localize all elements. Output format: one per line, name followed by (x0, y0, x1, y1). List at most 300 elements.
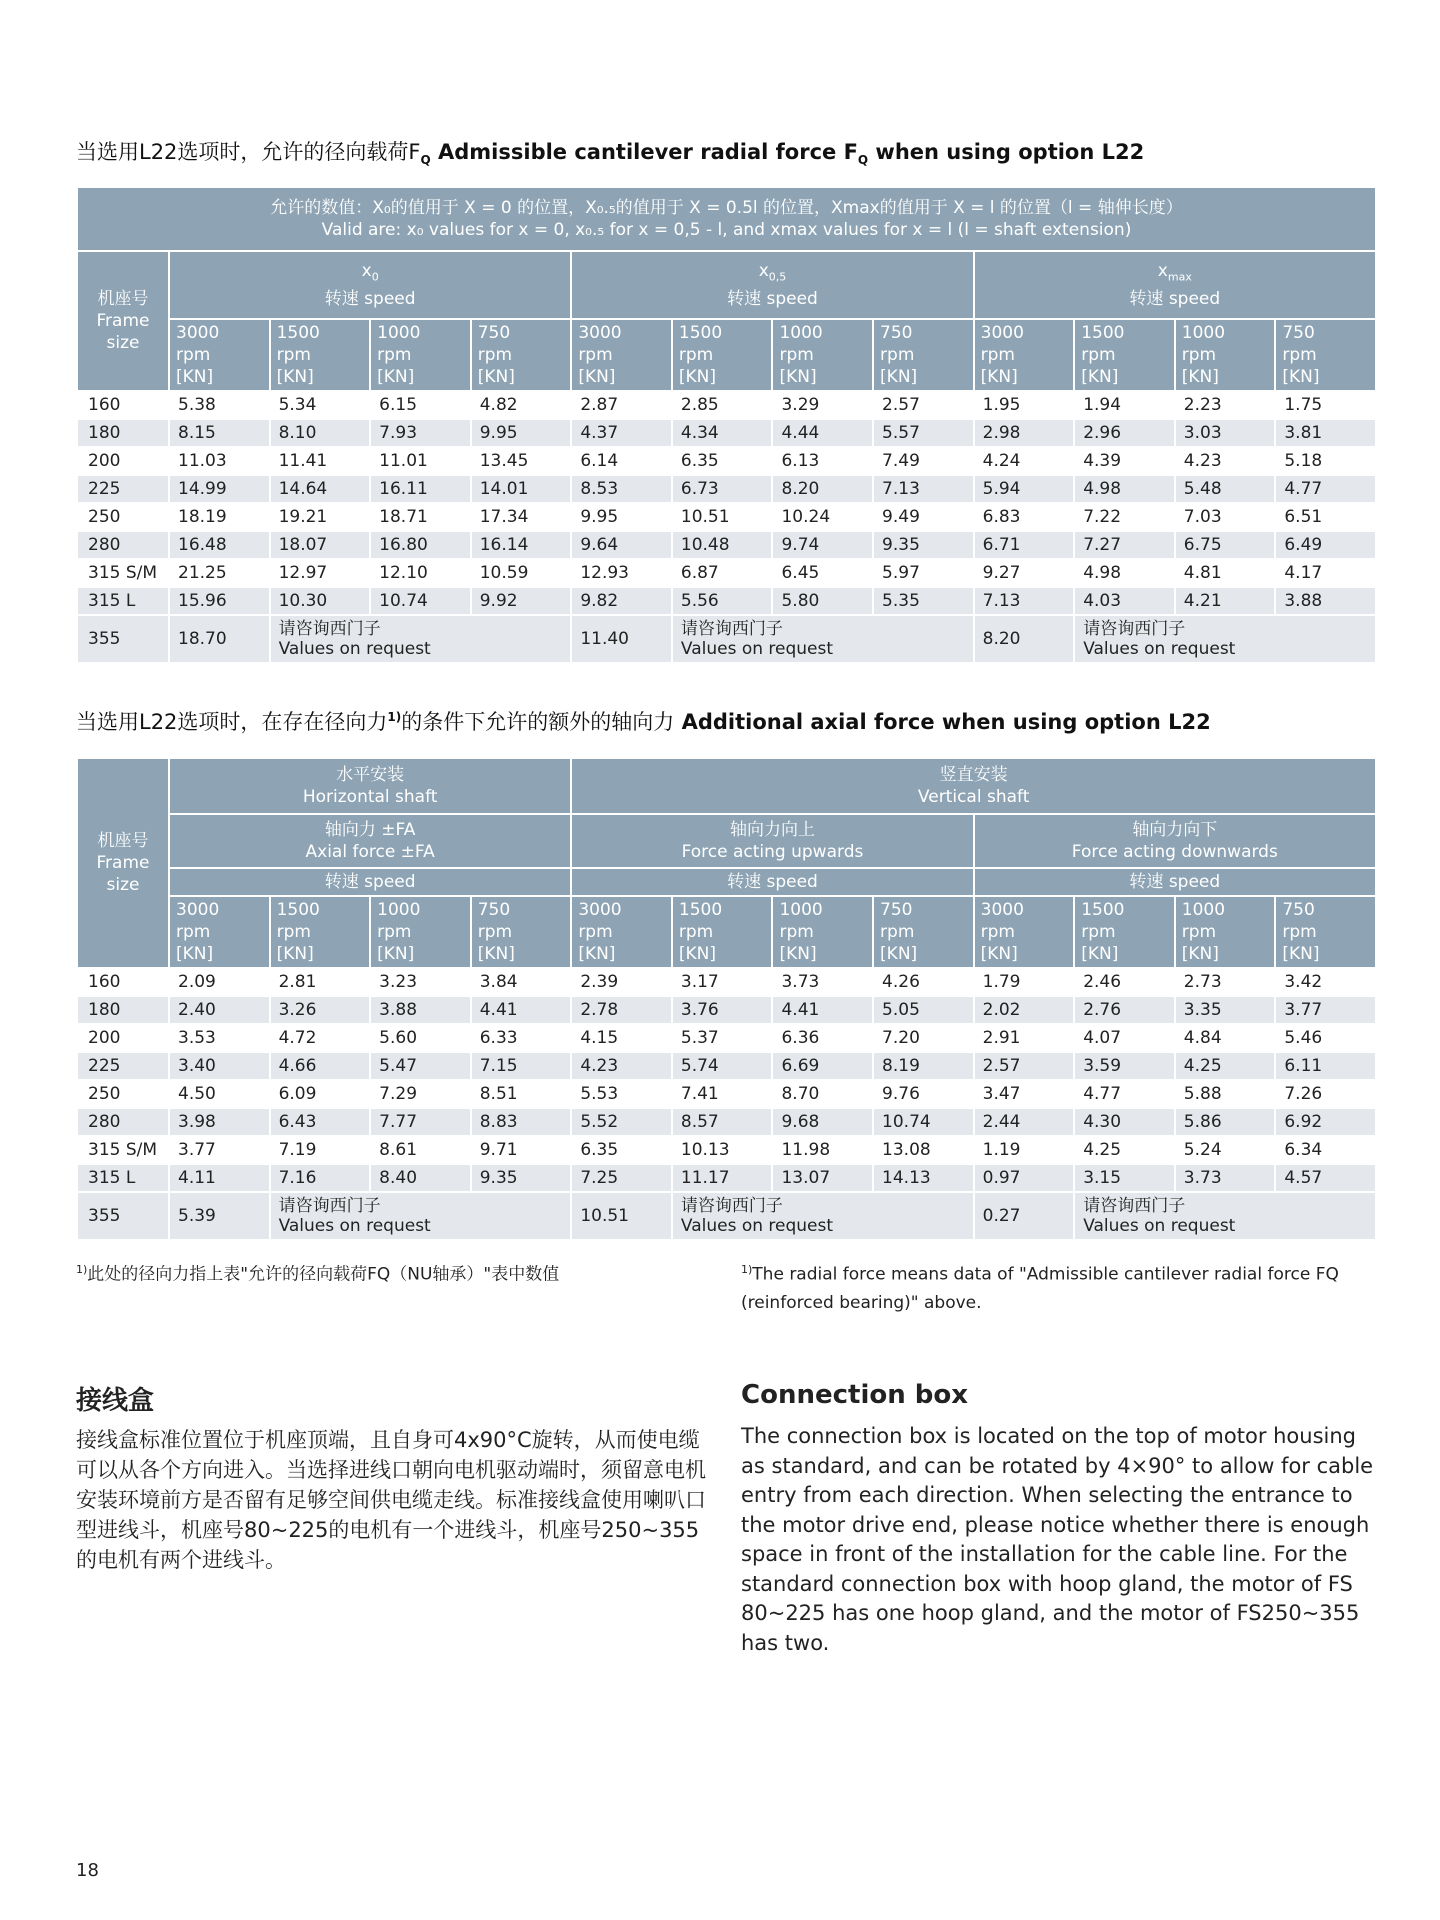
value-cell: 2.40 (169, 996, 270, 1024)
kn-label: [KN] (1282, 944, 1320, 964)
value-cell: 7.22 (1074, 503, 1175, 531)
value-cell: 10.51 (672, 503, 773, 531)
value-cell: 3.53 (169, 1024, 270, 1052)
value-cell: 4.57 (1275, 1164, 1376, 1192)
value-cell: 2.87 (571, 391, 672, 419)
value-cell: 3.40 (169, 1052, 270, 1080)
table2-title: 当选用L22选项时，在存在径向力$^{1)}$的条件下允许的额外的轴向力 Additional axial force when using option L22 (76, 710, 1211, 734)
value-cell: 3.73 (772, 968, 873, 996)
value-cell: 8.19 (873, 1052, 974, 1080)
table-row (77, 587, 1376, 615)
speed-unit-header (1074, 319, 1175, 391)
value-cell: 3.47 (974, 1080, 1075, 1108)
value-cell: 9.76 (873, 1080, 974, 1108)
value-cell: 4.23 (1175, 447, 1276, 475)
table-row (77, 447, 1376, 475)
rpm-label: rpm (1181, 922, 1217, 942)
value-cell: 7.26 (1275, 1080, 1376, 1108)
speed-value: 1500 (678, 323, 723, 343)
speed-unit-header (873, 896, 974, 968)
value-cell: 11.17 (672, 1164, 773, 1192)
axial-force-table (76, 757, 1377, 1241)
value-cell: 12.93 (571, 559, 672, 587)
value-cell: 9.27 (974, 559, 1075, 587)
table-row (77, 1108, 1376, 1136)
value-cell: 4.15 (571, 1024, 672, 1052)
value-cell: 4.41 (471, 996, 572, 1024)
value-cell: 3.73 (1175, 1164, 1276, 1192)
kn-label: [KN] (1081, 944, 1119, 964)
value-cell: 6.73 (672, 475, 773, 503)
speed-unit-header (873, 319, 974, 391)
values-on-request-cell (270, 1192, 572, 1240)
request-cn: 请咨询西门子 (680, 1196, 783, 1216)
value-cell: 3.23 (370, 968, 471, 996)
value-cell: 5.46 (1275, 1024, 1376, 1052)
value-cell: 3.42 (1275, 968, 1376, 996)
value-cell: 21.25 (169, 559, 270, 587)
rpm-label: rpm (276, 345, 311, 365)
value-cell: 3.26 (270, 996, 371, 1024)
value-cell: 9.92 (471, 587, 572, 615)
value-cell: 5.35 (873, 587, 974, 615)
speed-unit-header (974, 319, 1075, 391)
values-on-request-cell (270, 615, 572, 663)
value-cell: 3.98 (169, 1108, 270, 1136)
rpm-label: rpm (377, 922, 412, 942)
value-cell: 7.16 (270, 1164, 371, 1192)
value-cell: 4.98 (1074, 559, 1175, 587)
request-en: Values on request (278, 1216, 431, 1236)
request-en: Values on request (680, 1216, 834, 1236)
force-downwards-header: 轴向力向下 Force acting downwards (974, 814, 1376, 868)
value-cell: 2.85 (672, 391, 773, 419)
rpm-label: rpm (980, 922, 1015, 942)
value-cell: 4.07 (1074, 1024, 1175, 1052)
horizontal-shaft-header: 水平安装 Horizontal shaft (169, 758, 571, 814)
value-cell: 13.07 (772, 1164, 873, 1192)
value-cell: 13.45 (471, 447, 572, 475)
kn-label: [KN] (980, 367, 1018, 387)
speed-unit-header (1175, 319, 1276, 391)
value-cell: 17.34 (471, 503, 572, 531)
kn-label: [KN] (377, 944, 415, 964)
kn-label: [KN] (477, 944, 515, 964)
request-en: Values on request (278, 639, 431, 659)
value-cell: 6.83 (974, 503, 1075, 531)
value-cell: 5.05 (873, 996, 974, 1024)
value-cell: 5.37 (672, 1024, 773, 1052)
speed-unit-header (571, 319, 672, 391)
value-cell: 4.77 (1074, 1080, 1175, 1108)
value-cell: 3.77 (169, 1136, 270, 1164)
value-cell: 2.46 (1074, 968, 1175, 996)
value-cell: 4.66 (270, 1052, 371, 1080)
value-cell: 7.20 (873, 1024, 974, 1052)
speed-unit-header (270, 896, 371, 968)
value-cell: 6.14 (571, 447, 672, 475)
value-cell: 2.44 (974, 1108, 1075, 1136)
axial-force-header: 轴向力 ±FA Axial force ±FA (169, 814, 571, 868)
table-row (77, 531, 1376, 559)
value-cell: 6.71 (974, 531, 1075, 559)
speed-value: 3000 (980, 900, 1024, 920)
speed-unit-header (370, 319, 471, 391)
frame-size-cell: 280 (77, 531, 169, 559)
page-number: 18 (76, 1860, 99, 1881)
group-x05-header: $x_{0,5}$ 转速 speed (571, 251, 973, 319)
value-cell: 6.69 (772, 1052, 873, 1080)
speed-unit-header (571, 896, 672, 968)
value-cell: 5.97 (873, 559, 974, 587)
value-cell: 15.96 (169, 587, 270, 615)
value-cell: 8.40 (370, 1164, 471, 1192)
value-cell: 8.15 (169, 419, 270, 447)
value-cell: 2.81 (270, 968, 371, 996)
value-cell: 8.53 (571, 475, 672, 503)
table1-note-en: Valid are: x₀ values for x = 0, x₀.₅ for x = 0,5 - l, and xmax values for x = l (l = shaft extension) (321, 220, 1132, 240)
value-cell: 6.87 (672, 559, 773, 587)
value-cell: 9.95 (571, 503, 672, 531)
value-cell: 7.49 (873, 447, 974, 475)
speed-value: 3000 (176, 323, 220, 343)
speed-value: 750 (1282, 900, 1315, 920)
value-cell: 2.98 (974, 419, 1075, 447)
value-cell: 7.29 (370, 1080, 471, 1108)
value-cell: 5.52 (571, 1108, 672, 1136)
value-cell: 2.39 (571, 968, 672, 996)
table-row (77, 996, 1376, 1024)
value-cell: 5.47 (370, 1052, 471, 1080)
value-cell: 4.24 (974, 447, 1075, 475)
value-cell: 6.51 (1275, 503, 1376, 531)
value-cell: 4.03 (1074, 587, 1175, 615)
value-cell: 8.20 (974, 615, 1075, 663)
value-cell: 10.24 (772, 503, 873, 531)
rpm-label: rpm (880, 345, 915, 365)
speed-unit-header (370, 896, 471, 968)
value-cell: 2.76 (1074, 996, 1175, 1024)
value-cell: 3.77 (1275, 996, 1376, 1024)
value-cell: 3.35 (1175, 996, 1276, 1024)
value-cell: 14.99 (169, 475, 270, 503)
kn-label: [KN] (578, 367, 616, 387)
table-row (77, 1192, 1376, 1240)
speed-value: 1000 (779, 323, 823, 343)
value-cell: 10.74 (370, 587, 471, 615)
kn-label: [KN] (980, 944, 1018, 964)
speed-unit-header (1275, 896, 1376, 968)
speed-value: 750 (880, 900, 913, 920)
value-cell: 8.57 (672, 1108, 773, 1136)
kn-label: [KN] (678, 367, 717, 387)
table-row (77, 475, 1376, 503)
speed-value: 750 (477, 323, 511, 343)
speed-header: 转速 speed (974, 868, 1376, 896)
value-cell: 14.13 (873, 1164, 974, 1192)
request-cn: 请咨询西门子 (1083, 619, 1186, 639)
rpm-label: rpm (1081, 922, 1116, 942)
value-cell: 11.40 (571, 615, 672, 663)
value-cell: 8.20 (772, 475, 873, 503)
value-cell: 4.11 (169, 1164, 270, 1192)
value-cell: 4.17 (1275, 559, 1376, 587)
value-cell: 9.82 (571, 587, 672, 615)
table1-note-cn: 允许的数值：X₀的值用于 X = 0 的位置，X₀.₅的值用于 X = 0.5l 的位置，Xmax的值用于 X = l 的位置（l = 轴伸长度） (270, 198, 1183, 218)
value-cell: 3.88 (370, 996, 471, 1024)
value-cell: 12.10 (370, 559, 471, 587)
value-cell: 8.51 (471, 1080, 572, 1108)
value-cell: 6.45 (772, 559, 873, 587)
value-cell: 9.49 (873, 503, 974, 531)
value-cell: 5.56 (672, 587, 773, 615)
value-cell: 2.02 (974, 996, 1075, 1024)
value-cell: 11.98 (772, 1136, 873, 1164)
value-cell: 6.43 (270, 1108, 371, 1136)
frame-size-cell: 355 (77, 615, 169, 663)
value-cell: 5.48 (1175, 475, 1276, 503)
value-cell: 16.11 (370, 475, 471, 503)
frame-size-cell: 160 (77, 391, 169, 419)
value-cell: 5.94 (974, 475, 1075, 503)
frame-size-cell: 225 (77, 475, 169, 503)
frame-size-cell: 200 (77, 1024, 169, 1052)
value-cell: 4.82 (471, 391, 572, 419)
table-row (77, 1136, 1376, 1164)
value-cell: 7.27 (1074, 531, 1175, 559)
kn-label: [KN] (1181, 944, 1219, 964)
value-cell: 7.41 (672, 1080, 773, 1108)
value-cell: 6.13 (772, 447, 873, 475)
value-cell: 5.80 (772, 587, 873, 615)
group-x0-header: $x_0$ 转速 speed (169, 251, 571, 319)
request-en: Values on request (680, 639, 834, 659)
radial-force-table (76, 186, 1377, 664)
value-cell: 5.18 (1275, 447, 1376, 475)
value-cell: 6.11 (1275, 1052, 1376, 1080)
value-cell: 4.23 (571, 1052, 672, 1080)
values-on-request-cell (672, 1192, 974, 1240)
speed-unit-header (772, 319, 873, 391)
request-cn: 请咨询西门子 (680, 619, 783, 639)
rpm-label: rpm (176, 345, 211, 365)
value-cell: 6.34 (1275, 1136, 1376, 1164)
frame-size-cell: 355 (77, 1192, 169, 1240)
connection-body-cn: 接线盒标准位置位于机座顶端，且自身可4x90°C旋转，从而使电缆可以从各个方向进入。当选择进线口朝向电机驱动端时，须留意电机安装环境前方是否留有足够空间供电缆走线。标准接线盒使用喇叭口型进线斗，机座号80~225的电机有一个进线斗，机座号250~355的电机有两个进线斗。 (76, 1428, 706, 1572)
value-cell: 8.61 (370, 1136, 471, 1164)
force-upwards-header: 轴向力向上 Force acting upwards (571, 814, 973, 868)
kn-label: [KN] (678, 944, 717, 964)
footnote-en: $^{1)}$The radial force means data of "Admissible cantilever radial force FQ (reinforced bearing)" above. (741, 1263, 1339, 1313)
speed-value: 1500 (276, 323, 320, 343)
kn-label: [KN] (276, 944, 314, 964)
frame-size-cell: 315 S/M (77, 1136, 169, 1164)
value-cell: 3.03 (1175, 419, 1276, 447)
speed-unit-header (471, 896, 572, 968)
rpm-label: rpm (1282, 922, 1317, 942)
value-cell: 7.25 (571, 1164, 672, 1192)
frame-size-cell: 315 S/M (77, 559, 169, 587)
value-cell: 6.36 (772, 1024, 873, 1052)
value-cell: 1.79 (974, 968, 1075, 996)
value-cell: 8.10 (270, 419, 371, 447)
rpm-label: rpm (779, 922, 814, 942)
frame-size-cell: 315 L (77, 1164, 169, 1192)
value-cell: 10.51 (571, 1192, 672, 1240)
speed-value: 1500 (276, 900, 320, 920)
speed-unit-header (974, 896, 1075, 968)
value-cell: 14.64 (270, 475, 371, 503)
value-cell: 14.01 (471, 475, 572, 503)
table-row (77, 503, 1376, 531)
table-row (77, 968, 1376, 996)
value-cell: 4.77 (1275, 475, 1376, 503)
value-cell: 4.30 (1074, 1108, 1175, 1136)
value-cell: 4.21 (1175, 587, 1276, 615)
rpm-label: rpm (678, 922, 714, 942)
speed-value: 750 (880, 323, 913, 343)
value-cell: 2.23 (1175, 391, 1276, 419)
value-cell: 6.75 (1175, 531, 1276, 559)
value-cell: 10.74 (873, 1108, 974, 1136)
value-cell: 0.97 (974, 1164, 1075, 1192)
speed-unit-header (270, 319, 371, 391)
kn-label: [KN] (1282, 367, 1320, 387)
value-cell: 11.41 (270, 447, 371, 475)
value-cell: 7.13 (873, 475, 974, 503)
value-cell: 2.78 (571, 996, 672, 1024)
value-cell: 2.73 (1175, 968, 1276, 996)
frame-size-cell: 250 (77, 1080, 169, 1108)
value-cell: 5.38 (169, 391, 270, 419)
rpm-label: rpm (578, 345, 613, 365)
value-cell: 12.97 (270, 559, 371, 587)
speed-unit-header (1275, 319, 1376, 391)
value-cell: 16.80 (370, 531, 471, 559)
value-cell: 13.08 (873, 1136, 974, 1164)
rpm-label: rpm (1081, 345, 1116, 365)
value-cell: 18.71 (370, 503, 471, 531)
rpm-label: rpm (880, 922, 915, 942)
value-cell: 18.70 (169, 615, 270, 663)
value-cell: 3.59 (1074, 1052, 1175, 1080)
connection-heading-cn: 接线盒 (76, 1386, 155, 1416)
value-cell: 9.71 (471, 1136, 572, 1164)
value-cell: 4.41 (772, 996, 873, 1024)
request-en: Values on request (1083, 639, 1236, 659)
frame-size-cell: 250 (77, 503, 169, 531)
value-cell: 9.74 (772, 531, 873, 559)
value-cell: 18.07 (270, 531, 371, 559)
kn-label: [KN] (377, 367, 415, 387)
table-row (77, 1164, 1376, 1192)
value-cell: 10.48 (672, 531, 773, 559)
speed-value: 1500 (1081, 323, 1125, 343)
value-cell: 4.72 (270, 1024, 371, 1052)
frame-size-header: 机座号 Frame size (77, 251, 169, 391)
speed-header: 转速 speed (571, 868, 973, 896)
rpm-label: rpm (1282, 345, 1317, 365)
speed-unit-header (1074, 896, 1175, 968)
value-cell: 9.35 (471, 1164, 572, 1192)
frame-size-cell: 180 (77, 419, 169, 447)
value-cell: 7.93 (370, 419, 471, 447)
value-cell: 16.48 (169, 531, 270, 559)
value-cell: 2.57 (974, 1052, 1075, 1080)
kn-label: [KN] (779, 367, 817, 387)
rpm-label: rpm (276, 922, 311, 942)
value-cell: 4.25 (1074, 1136, 1175, 1164)
value-cell: 5.88 (1175, 1080, 1276, 1108)
frame-size-cell: 180 (77, 996, 169, 1024)
value-cell: 19.21 (270, 503, 371, 531)
speed-value: 1500 (1081, 900, 1125, 920)
speed-value: 1000 (1181, 900, 1226, 920)
speed-header: 转速 speed (169, 868, 571, 896)
speed-value: 1000 (1181, 323, 1226, 343)
value-cell: 6.35 (672, 447, 773, 475)
kn-label: [KN] (578, 944, 616, 964)
value-cell: 7.03 (1175, 503, 1276, 531)
value-cell: 4.98 (1074, 475, 1175, 503)
speed-unit-header (169, 319, 270, 391)
speed-value: 3000 (578, 900, 622, 920)
rpm-label: rpm (578, 922, 613, 942)
frame-size-cell: 160 (77, 968, 169, 996)
value-cell: 7.19 (270, 1136, 371, 1164)
value-cell: 5.53 (571, 1080, 672, 1108)
value-cell: 5.34 (270, 391, 371, 419)
table-row (77, 559, 1376, 587)
table1-note (77, 187, 1376, 251)
value-cell: 1.95 (974, 391, 1075, 419)
value-cell: 8.83 (471, 1108, 572, 1136)
table-row (77, 1024, 1376, 1052)
value-cell: 2.57 (873, 391, 974, 419)
frame-size-header: 机座号 Frame size (77, 758, 169, 968)
value-cell: 10.13 (672, 1136, 773, 1164)
value-cell: 3.15 (1074, 1164, 1175, 1192)
value-cell: 4.37 (571, 419, 672, 447)
speed-unit-header (1175, 896, 1276, 968)
value-cell: 4.81 (1175, 559, 1276, 587)
value-cell: 7.15 (471, 1052, 572, 1080)
speed-value: 750 (1282, 323, 1315, 343)
value-cell: 3.81 (1275, 419, 1376, 447)
value-cell: 4.44 (772, 419, 873, 447)
kn-label: [KN] (276, 367, 314, 387)
speed-value: 1500 (678, 900, 723, 920)
value-cell: 5.86 (1175, 1108, 1276, 1136)
value-cell: 4.25 (1175, 1052, 1276, 1080)
speed-unit-header (169, 896, 270, 968)
value-cell: 10.30 (270, 587, 371, 615)
values-on-request-cell (1074, 615, 1376, 663)
value-cell: 1.94 (1074, 391, 1175, 419)
connection-heading-en: Connection box (741, 1380, 969, 1410)
value-cell: 4.26 (873, 968, 974, 996)
value-cell: 18.19 (169, 503, 270, 531)
table-row (77, 419, 1376, 447)
value-cell: 6.35 (571, 1136, 672, 1164)
kn-label: [KN] (176, 944, 214, 964)
table-row (77, 1080, 1376, 1108)
rpm-label: rpm (779, 345, 814, 365)
value-cell: 3.29 (772, 391, 873, 419)
request-cn: 请咨询西门子 (1083, 1196, 1186, 1216)
value-cell: 16.14 (471, 531, 572, 559)
value-cell: 3.76 (672, 996, 773, 1024)
